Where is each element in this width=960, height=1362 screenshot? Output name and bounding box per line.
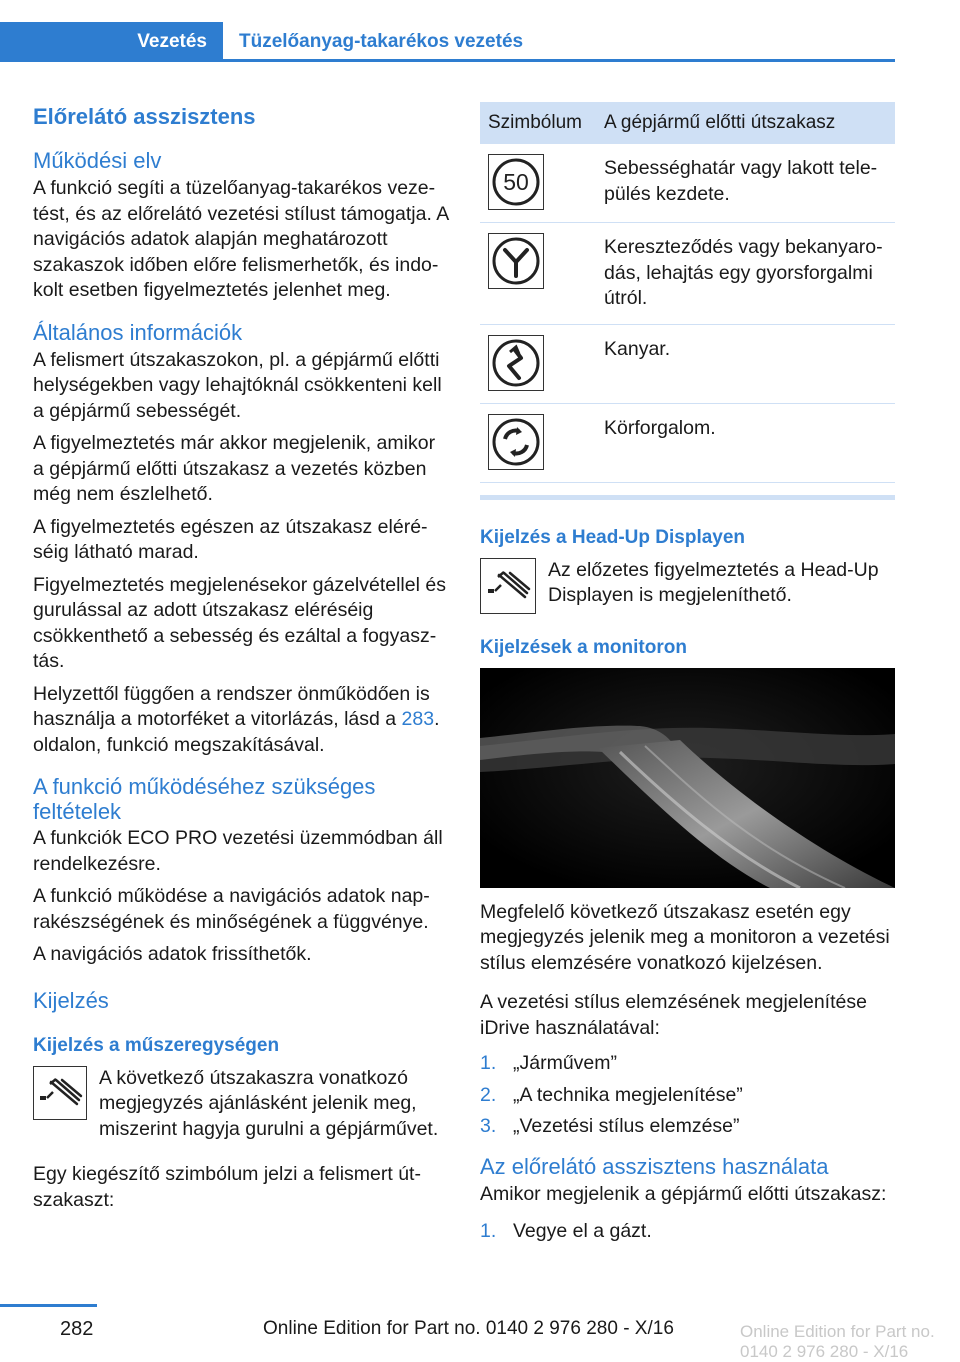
symbol-table — [480, 102, 895, 483]
requirements-p2: A funkció működése a navigációs adatok naprakészségének és minőségének a függvénye. — [33, 885, 430, 933]
coasting-foot-icon — [33, 1066, 87, 1120]
heading-principle: Működési elv — [33, 148, 162, 173]
monitor-p2: A vezetési stílus elemzésének megjelenítése iDrive használatával: — [480, 991, 867, 1039]
chapter-header — [0, 22, 895, 62]
general-p5: Helyzettől függően a rendszer önműködően is használja a motorféket a vitorlázás, lásd a 283. oldalon, funkció megszakításával. — [33, 682, 440, 756]
table-cell-text: Kereszteződés vagy bekanyarodás, lehajtás egy gyorsforgalmi útról. — [592, 223, 895, 325]
footer-rule — [0, 1304, 97, 1307]
roundabout-icon — [488, 414, 544, 470]
table-cell-text: Sebességhatár vagy lakott település kezdete. — [592, 144, 895, 223]
requirements-p3: A navigációs adatok frissíthetők. — [33, 943, 312, 965]
speed-limit-50-icon — [488, 154, 544, 210]
table-row — [480, 223, 895, 325]
right-column — [480, 102, 895, 1253]
section-title: Előrelátó asszisztens — [33, 104, 256, 129]
monitor-road-image — [480, 668, 895, 888]
cluster-note-text: A következő útszakaszra vonatkozó megjegyzés ajánlásként jelenik meg, miszerint hagyja gurulni a gépjárművet. — [99, 1066, 439, 1140]
usage-steps — [480, 1219, 895, 1245]
heading-general-info: Általános információk — [33, 319, 243, 345]
watermark: Online Edition for Part no. 0140 2 976 280 - X/16 — [740, 1322, 935, 1361]
list-item: 1. Vegye el a gázt. — [480, 1220, 652, 1242]
table-row — [480, 324, 895, 403]
general-p3: A figyelmeztetés egészen az útszakasz eléréséig látható marad. — [33, 515, 428, 563]
heading-monitor: Kijelzések a monitoron — [480, 636, 687, 658]
intersection-icon — [488, 233, 544, 289]
cluster-note — [33, 1066, 451, 1143]
table-cell-text: Körforgalom. — [592, 403, 895, 482]
general-p2: A figyelmeztetés már akkor megjelenik, amikor a gépjármű előtti útszakasz a vezetés közben még nem észlelhető. — [33, 432, 436, 505]
general-p4: Figyelmeztetés megjelenésekor gázelvétellel és gurulással az adott útszakasz eléréséig csökkenthető a sebesség és ezáltal a fogyasztás. — [33, 573, 446, 672]
chapter-tab[interactable]: Vezetés — [0, 22, 223, 62]
monitor-p1: Megfelelő következő útszakasz esetén egy megjegyzés jelenik meg a monitoron a vezetési stílus elemzésére vonatkozó kijelzésen. — [480, 900, 890, 974]
table-cell-text: Kanyar. — [592, 324, 895, 403]
general-p1: A felismert útszakaszokon, pl. a gépjármű előtti helységekben vagy lehajtóknál csökkenteni kell a gépjármű sebességét. — [33, 348, 442, 422]
coasting-foot-icon — [480, 558, 536, 614]
list-item: 2. „A technika megjelenítése” — [480, 1083, 743, 1106]
heading-instrument-cluster: Kijelzés a műszeregységen — [33, 1034, 280, 1056]
requirements-p1: A funkciók ECO PRO vezetési üzemmódban áll rendelkezésre. — [33, 827, 443, 875]
heading-requirements: A funkció működéséhez szükséges feltételek — [33, 774, 376, 824]
heading-usage: Az előrelátó asszisztens használata — [480, 1153, 829, 1179]
curve-icon — [488, 335, 544, 391]
hud-note-text: Az előzetes figyelmeztetés a Head-Up Displayen is megjeleníthető. — [548, 558, 879, 606]
page-link-283[interactable]: 283 — [401, 708, 435, 730]
idrive-steps — [480, 1051, 895, 1140]
list-item: 3. „Vezetési stílus elemzése” — [480, 1115, 740, 1137]
principle-text: A funkció segíti a tüzelőanyag-takarékos vezetést, és az előrelátó vezetési stílust támogatja. A navigációs adatok alapján meghatározott szakaszok időben előre felismerhetők, és indokolt esetben figyelmeztetés jelenhet meg. — [33, 177, 449, 301]
table-row — [480, 403, 895, 482]
svg-text:50: 50 — [503, 169, 529, 195]
heading-hud: Kijelzés a Head-Up Displayen — [480, 526, 746, 548]
table-header-symbol: Szimbólum — [480, 102, 592, 144]
list-item: 1. „Járművem” — [480, 1052, 618, 1074]
table-header-road: A gépjármű előtti útszakasz — [592, 102, 895, 144]
usage-p: Amikor megjelenik a gépjármű előtti útszakasz: — [480, 1182, 887, 1205]
heading-display: Kijelzés — [33, 987, 109, 1013]
edition-note: Online Edition for Part no. 0140 2 976 280 - X/16 — [263, 1318, 674, 1339]
table-bottom-rule — [480, 495, 895, 500]
hud-note — [480, 558, 895, 614]
left-column — [33, 100, 451, 1220]
page-number: 282 — [60, 1318, 94, 1340]
symbol-intro: Egy kiegészítő szimbólum jelzi a felismert útszakaszt: — [33, 1163, 421, 1211]
table-row — [480, 144, 895, 223]
section-tab[interactable]: Tüzelőanyag-takarékos vezetés — [239, 31, 524, 52]
